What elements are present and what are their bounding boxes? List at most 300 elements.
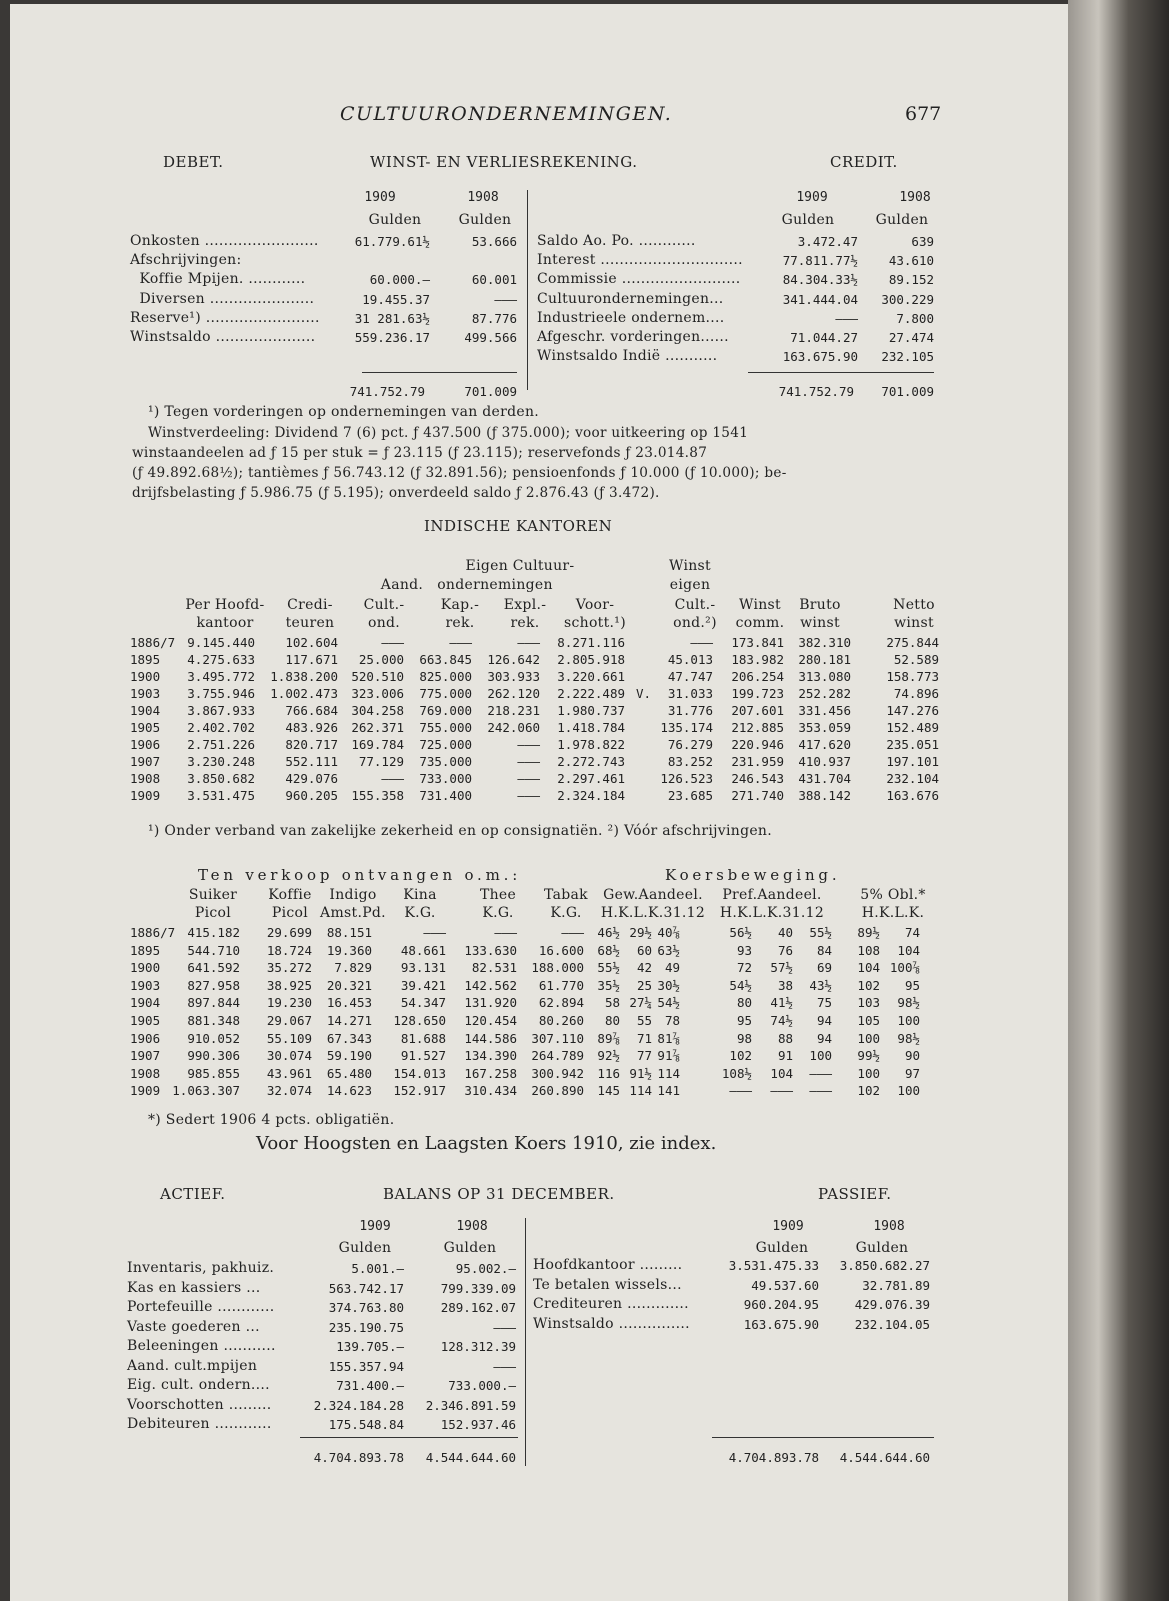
ik-col-header: Cult.-: [674, 597, 716, 613]
vk-cell: 897.844: [187, 995, 240, 1011]
value-1908: 499.566: [464, 330, 517, 345]
ik-cell: 147.276: [886, 703, 939, 718]
vk-cell: 54.347: [400, 995, 446, 1011]
vk-cell: 105: [857, 1013, 880, 1028]
year-header: 1908: [899, 190, 931, 205]
vk-cell: 81.688: [400, 1030, 446, 1046]
vk-cell: 55: [636, 1013, 652, 1028]
ik-col-header: winst: [800, 615, 840, 631]
vk-cell: 100: [897, 1013, 920, 1028]
ik-cell: 429.076: [285, 771, 338, 786]
vk-cell: 84: [816, 942, 832, 958]
row-label: Interest ..............................: [537, 252, 743, 269]
total-1908: 701.009: [881, 384, 934, 399]
ik-cell: 74.896: [893, 686, 939, 701]
value-1908: 232.104.05: [854, 1316, 930, 1332]
vk-cell: 98½: [897, 995, 920, 1011]
ik-cell: 8.271.116: [557, 635, 625, 650]
vk-cell: 61.770: [538, 977, 584, 993]
unit-header: Gulden: [855, 1240, 909, 1256]
vk-cell: 35.272: [266, 960, 312, 976]
value-1909: 374.763.80: [328, 1300, 404, 1315]
year-header: 1909: [796, 190, 828, 205]
ik-cell: 218.231: [487, 703, 540, 718]
vk-cell: ———: [494, 925, 517, 940]
vk-cell: 104: [897, 942, 920, 958]
ik-cell: 3.755.946: [187, 686, 255, 701]
distribution-line: drijfsbelasting ƒ 5.986.75 (ƒ 5.195); onverdeeld saldo ƒ 2.876.43 (ƒ 3.472).: [132, 485, 660, 501]
row-label: Onkosten ........................: [130, 233, 319, 249]
vk-cell: 641.592: [187, 960, 240, 976]
value-1909: 341.444.04: [782, 291, 858, 307]
vk-col-header: 5% Obl.*: [860, 887, 926, 903]
total-1908: 4.544.644.60: [839, 1450, 930, 1465]
vk-cell: 990.306: [187, 1048, 240, 1064]
vk-cell: 74: [904, 925, 920, 940]
ik-cell: 520.510: [351, 669, 404, 684]
vk-cell: 71: [636, 1030, 652, 1046]
vk-col-subheader: K.G.: [550, 905, 582, 921]
vk-cell: 88: [777, 1030, 793, 1046]
vk-cell: 102: [857, 1083, 880, 1099]
row-label: Winstsaldo .....................: [130, 329, 316, 345]
ik-cell: ———: [517, 788, 540, 803]
vk-cell: 307.110: [531, 1030, 584, 1046]
ik-year: 1900: [130, 669, 161, 684]
ik-cell: 382.310: [798, 635, 851, 650]
vk-cell: 43.961: [266, 1065, 312, 1081]
value-1909: 175.548.84: [328, 1417, 404, 1432]
row-label: Portefeuille ............: [127, 1299, 275, 1315]
ik-cell: 483.926: [285, 720, 338, 735]
value-1908: 300.229: [881, 291, 934, 307]
vk-cell: 40: [777, 925, 793, 940]
vk-cell: 48.661: [400, 942, 446, 958]
value-1908: 128.312.39: [440, 1339, 516, 1354]
vk-title: Ten verkoop ontvangen o.m.:: [198, 866, 522, 884]
vk-cell: 100: [857, 1065, 880, 1081]
row-label: Voorschotten .........: [127, 1396, 272, 1413]
value-1908: 232.105: [881, 349, 934, 365]
vk-cell: 91½: [629, 1065, 652, 1081]
vk-cell: 49: [664, 960, 680, 976]
value-1909: 31 281.63½: [354, 310, 430, 326]
row-label: Koffie Mpijen. ............: [130, 271, 306, 288]
ik-cell: 552.111: [285, 754, 338, 769]
vk-cell: 19.360: [326, 942, 372, 958]
vk-cell: 98: [736, 1030, 752, 1046]
vk-cell: 63½: [657, 942, 680, 958]
ik-cell: 323.006: [351, 686, 404, 701]
ik-cell: 663.845: [419, 652, 472, 667]
ik-title: INDISCHE KANTOREN: [424, 517, 613, 535]
vk-cell: 98½: [897, 1030, 920, 1046]
value-1908: 2.346.891.59: [425, 1397, 516, 1413]
ik-cell: 271.740: [731, 788, 784, 803]
vk-cell: 43½: [809, 977, 832, 993]
ik-cell: 725.000: [419, 737, 472, 752]
unit-header: Gulden: [781, 212, 835, 228]
total-1909: 741.752.79: [778, 384, 854, 399]
total-1908: 4.544.644.60: [425, 1450, 516, 1465]
koers-title: Koersbeweging.: [665, 866, 841, 884]
vk-year: 1903: [130, 977, 161, 993]
vk-cell: 14.271: [326, 1013, 372, 1028]
vk-col-header: Pref.Aandeel.: [722, 887, 822, 903]
unit-header: Gulden: [755, 1240, 809, 1256]
ik-cell: 3.850.682: [187, 771, 255, 786]
vk-cell: 16.600: [538, 942, 584, 958]
vk-cell: 97: [904, 1065, 920, 1081]
vk-cell: 1.063.307: [172, 1083, 240, 1099]
ik-cell: 733.000: [419, 771, 472, 786]
ik-cell: ———: [517, 635, 540, 650]
value-1909: 163.675.90: [782, 349, 858, 365]
vk-year: 1900: [130, 960, 161, 976]
vk-cell: 74½: [770, 1013, 793, 1028]
vk-cell: 152.917: [393, 1083, 446, 1099]
year-header: 1909: [772, 1219, 804, 1234]
ik-cell: 126.523: [660, 771, 713, 786]
vk-cell: 264.789: [531, 1048, 584, 1064]
value-1909: 77.811.77½: [782, 253, 858, 269]
vk-cell: 29.699: [266, 925, 312, 940]
row-label: Commissie .........................: [537, 271, 741, 288]
ik-cell: 3.867.933: [187, 703, 255, 718]
vk-cell: 92½: [597, 1048, 620, 1064]
value-1908: ———: [494, 291, 517, 307]
vk-cell: 827.958: [187, 977, 240, 993]
vk-year: 1906: [130, 1030, 161, 1046]
ik-cell: ———: [381, 635, 404, 650]
vk-cell: 54½: [729, 977, 752, 993]
vk-cell: 142.562: [464, 977, 517, 993]
vk-cell: 91: [777, 1048, 793, 1064]
vk-col-subheader: Amst.Pd.: [320, 905, 386, 921]
value-1908: 7.800: [896, 310, 934, 326]
ik-cell: 207.601: [731, 703, 784, 718]
ik-col-header: ond.²): [673, 615, 717, 631]
vk-cell: 30½: [657, 977, 680, 993]
ik-year: 1908: [130, 771, 161, 786]
ik-cell: ———: [517, 771, 540, 786]
row-label: Cultuurondernemingen...: [537, 290, 724, 307]
value-1909: 84.304.33½: [782, 272, 858, 288]
ik-col-header: Per Hoofd-: [185, 597, 265, 613]
year-header: 1908: [873, 1219, 905, 1234]
total-1909: 4.704.893.78: [728, 1450, 819, 1465]
ik-cell: 2.805.918: [557, 652, 625, 667]
vk-cell: 72: [736, 960, 752, 976]
page-number: 677: [905, 103, 942, 125]
ik-col-header: ond.: [367, 615, 401, 631]
ik-cell: 1.980.737: [557, 703, 625, 718]
vk-cell: 89½: [857, 925, 880, 940]
value-1908: 89.152: [888, 272, 934, 288]
row-label: Winstsaldo Indië ...........: [537, 348, 718, 365]
vk-cell: 46½: [597, 925, 620, 940]
ik-cell: 126.642: [487, 652, 540, 667]
vk-cell: 154.013: [393, 1065, 446, 1081]
ik-cell: 2.324.184: [557, 788, 625, 803]
vk-col-subheader: Picol: [271, 905, 309, 921]
vk-cell: 32.074: [266, 1083, 312, 1099]
ik-cell: 232.104: [886, 771, 939, 786]
ik-cell: 169.784: [351, 737, 404, 752]
ik-cell: 3.495.772: [187, 669, 255, 684]
vk-col-subheader: H.K.L.K.: [861, 905, 925, 921]
vk-cell: 78: [664, 1013, 680, 1028]
ik-cell: 2.222.489: [557, 686, 625, 701]
ik-header-aand: Aand.: [380, 577, 424, 593]
ik-cell: 2.272.743: [557, 754, 625, 769]
balans-divider: [525, 1218, 526, 1466]
value-1909: 731.400.—: [336, 1378, 404, 1393]
vk-col-subheader: K.G.: [482, 905, 514, 921]
value-1908: 639: [911, 234, 934, 249]
vk-year: 1905: [130, 1013, 161, 1028]
row-label: Diversen ......................: [130, 290, 315, 307]
vk-cell: 60: [636, 942, 652, 958]
ik-cell: 303.933: [487, 669, 540, 684]
vk-cell: 95: [736, 1013, 752, 1028]
ik-year: 1895: [130, 652, 161, 667]
value-1909: 559.236.17: [354, 330, 430, 345]
vk-cell: 55½: [809, 925, 832, 940]
value-1909: 49.537.60: [751, 1277, 819, 1293]
row-label: Crediteuren .............: [533, 1296, 689, 1312]
unit-header: Gulden: [443, 1240, 497, 1256]
vk-cell: 81⅞: [657, 1030, 680, 1046]
vk-cell: 35½: [597, 977, 620, 993]
ik-cell: 23.685: [667, 788, 713, 803]
distribution-line: (ƒ 49.892.68½); tantièmes ƒ 56.743.12 (ƒ 32.891.56); pensioenfonds ƒ 10.000 (ƒ 10.000); be-: [132, 465, 787, 481]
ik-col-header: Cult.-: [363, 597, 405, 613]
vk-cell: 100⅞: [889, 960, 920, 976]
ik-cell: 152.489: [886, 720, 939, 735]
ik-cell: 825.000: [419, 669, 472, 684]
value-1909: 2.324.184.28: [313, 1397, 404, 1413]
vk-year: 1904: [130, 995, 161, 1011]
vk-col-subheader: H.K.L.K.31.12: [719, 905, 825, 921]
vk-cell: 120.454: [464, 1013, 517, 1028]
vk-cell: 25: [636, 977, 652, 993]
row-label: Vaste goederen ...: [127, 1318, 260, 1335]
vk-cell: 75: [816, 995, 832, 1011]
ik-cell: 3.531.475: [187, 788, 255, 803]
ik-year: 1907: [130, 754, 161, 769]
ik-cell: 2.297.461: [557, 771, 625, 786]
unit-header: Gulden: [338, 1240, 392, 1256]
value-1909: 5.001.—: [351, 1261, 404, 1276]
ik-cell: 212.885: [731, 720, 784, 735]
ik-cell: 25.000: [358, 652, 404, 667]
vk-cell: 108: [857, 942, 880, 958]
year-header: 1908: [456, 1219, 488, 1234]
vk-cell: 40⅞: [657, 925, 680, 940]
ik-cell: ———: [517, 754, 540, 769]
value-1908: 87.776: [471, 310, 517, 326]
ik-cell: 155.358: [351, 788, 404, 803]
ik-cell: 275.844: [886, 635, 939, 650]
passief-heading: PASSIEF.: [818, 1185, 892, 1203]
ik-cell: 52.589: [893, 652, 939, 667]
distribution-line: winstaandeelen ad ƒ 15 per stuk = ƒ 23.115 (ƒ 23.115); reservefonds ƒ 23.014.87: [132, 445, 708, 461]
ik-cell: 731.400: [419, 788, 472, 803]
ik-cell: 353.059: [798, 720, 851, 735]
value-1909: 163.675.90: [743, 1316, 819, 1332]
ik-cell: 331.456: [798, 703, 851, 718]
vk-cell: 29.067: [266, 1013, 312, 1028]
ik-cell: ———: [690, 635, 713, 650]
vk-cell: 128.650: [393, 1013, 446, 1028]
ik-cell: 3.230.248: [187, 754, 255, 769]
value-1908: 429.076.39: [854, 1297, 930, 1312]
value-1909: 3.531.475.33: [728, 1258, 819, 1273]
vk-cell: 415.182: [187, 925, 240, 940]
ik-col-header: rek.: [510, 615, 540, 631]
vk-cell: 58: [604, 995, 620, 1011]
ik-cell: 1.838.200: [270, 669, 338, 684]
vk-cell: 30.074: [266, 1048, 312, 1064]
row-label: Reserve¹) ........................: [130, 309, 320, 326]
value-1908: 60.001: [471, 272, 517, 288]
ik-col-header: Kap.-: [440, 597, 480, 613]
wv-left-total-rule: [362, 372, 517, 373]
vk-cell: 145: [597, 1083, 620, 1099]
value-1908: 289.162.07: [440, 1300, 516, 1315]
ik-cell: 135.174: [660, 720, 713, 735]
vk-cell: 77: [636, 1048, 652, 1064]
vk-cell: 93: [736, 942, 752, 958]
ik-cell: 76.279: [667, 737, 713, 752]
vk-cell: 114: [629, 1083, 652, 1099]
vk-year: 1908: [130, 1065, 161, 1081]
row-label: Inventaris, pakhuiz.: [127, 1260, 275, 1276]
ik-col-header: Bruto: [799, 597, 841, 613]
vk-cell: 102: [729, 1048, 752, 1064]
ik-cell: 77.129: [358, 754, 404, 769]
value-1909: 139.705.—: [336, 1339, 404, 1354]
ik-year: 1904: [130, 703, 161, 718]
vk-cell: 38.925: [266, 977, 312, 993]
value-1908: 733.000.—: [448, 1378, 516, 1393]
vk-year: 1886/7: [130, 925, 176, 940]
vk-cell: 108½: [721, 1065, 752, 1081]
ik-cell: 417.620: [798, 737, 851, 752]
ik-cell: ———: [381, 771, 404, 786]
vk-year: 1895: [130, 942, 161, 958]
total-1909: 4.704.893.78: [313, 1450, 404, 1465]
value-1908: 27.474: [888, 330, 934, 345]
vk-cell: 910.052: [187, 1030, 240, 1046]
ik-cell: 252.282: [798, 686, 851, 701]
value-1908: ———: [493, 1358, 516, 1374]
ik-col-header: teuren: [285, 615, 335, 631]
ik-cell: 766.684: [285, 703, 338, 718]
ik-footnote: ¹) Onder verband van zakelijke zekerheid en op consignatiën. ²) Vóór afschrijvingen.: [148, 823, 772, 839]
row-label: Afschrijvingen:: [130, 252, 242, 269]
ik-year: 1906: [130, 737, 161, 752]
ik-col-header: Credi-: [287, 597, 333, 613]
ik-cell: 313.080: [798, 669, 851, 684]
ik-cell: 183.982: [731, 652, 784, 667]
vk-cell: 100: [857, 1030, 880, 1046]
vk-col-header: Gew.Aandeel.: [603, 887, 703, 903]
total-1908: 701.009: [464, 384, 517, 399]
vk-cell: 100: [897, 1083, 920, 1099]
ik-cell: 206.254: [731, 669, 784, 684]
value-1908: 53.666: [471, 234, 517, 249]
vk-cell: ———: [809, 1065, 832, 1081]
ik-cell: 431.704: [798, 771, 851, 786]
value-1909: 60.000.—: [369, 272, 430, 288]
running-title: CULTUURONDERNEMINGEN.: [340, 103, 673, 125]
vk-cell: 67.343: [326, 1030, 372, 1046]
value-1908: 32.781.89: [862, 1277, 930, 1293]
vk-cell: 114: [657, 1065, 680, 1081]
vk-cell: 29½: [629, 925, 652, 940]
vk-cell: ———: [729, 1083, 752, 1099]
vk-cell: 69: [816, 960, 832, 976]
vk-cell: ———: [423, 925, 446, 940]
row-label: Winstsaldo ...............: [533, 1315, 690, 1332]
ik-cell: ———: [449, 635, 472, 650]
vk-cell: ———: [561, 925, 584, 940]
ik-col-header: kantoor: [196, 615, 254, 631]
ik-cell: 262.371: [351, 720, 404, 735]
value-1909: 3.472.47: [797, 234, 858, 249]
vk-cell: 88.151: [326, 925, 372, 940]
value-1908: 3.850.682.27: [839, 1258, 930, 1273]
ik-col-header: Expl.-: [503, 597, 547, 613]
vk-cell: 56½: [729, 925, 752, 940]
vk-cell: ———: [770, 1083, 793, 1099]
vk-cell: 19.230: [266, 995, 312, 1011]
vk-cell: 91⅞: [657, 1048, 680, 1064]
vk-cell: 310.434: [464, 1083, 517, 1099]
vk-cell: 100: [809, 1048, 832, 1064]
vk-cell: 116: [597, 1065, 620, 1081]
value-1909: ———: [835, 310, 858, 326]
row-label: Beleeningen ...........: [127, 1338, 276, 1354]
ik-cell: 388.142: [798, 788, 851, 803]
value-1909: 563.742.17: [328, 1280, 404, 1296]
vk-col-subheader: K.G.: [404, 905, 436, 921]
ik-cell: 410.937: [798, 754, 851, 769]
ik-cell: 102.604: [285, 635, 338, 650]
vk-cell: 41½: [770, 995, 793, 1011]
ik-year: 1909: [130, 788, 161, 803]
vk-cell: 131.920: [464, 995, 517, 1011]
vk-col-subheader: H.K.L.K.31.12: [600, 905, 706, 921]
ik-cell: 820.717: [285, 737, 338, 752]
row-label: Debiteuren ............: [127, 1416, 272, 1432]
ik-cell: 197.101: [886, 754, 939, 769]
value-1908: 152.937.46: [440, 1417, 516, 1432]
vk-cell: 99½: [857, 1048, 880, 1064]
wv-heading: WINST- EN VERLIESREKENING.: [370, 153, 638, 171]
wv-footnote: ¹) Tegen vorderingen op ondernemingen van derden.: [148, 404, 540, 420]
vk-col-header: Kina: [403, 887, 437, 903]
vk-cell: 80: [736, 995, 752, 1011]
ik-cell: 960.205: [285, 788, 338, 803]
vk-cell: 68½: [597, 942, 620, 958]
vk-cell: 144.586: [464, 1030, 517, 1046]
vk-col-subheader: Picol: [194, 905, 232, 921]
ik-col-header: Netto: [893, 597, 935, 613]
value-1908: ———: [493, 1319, 516, 1335]
